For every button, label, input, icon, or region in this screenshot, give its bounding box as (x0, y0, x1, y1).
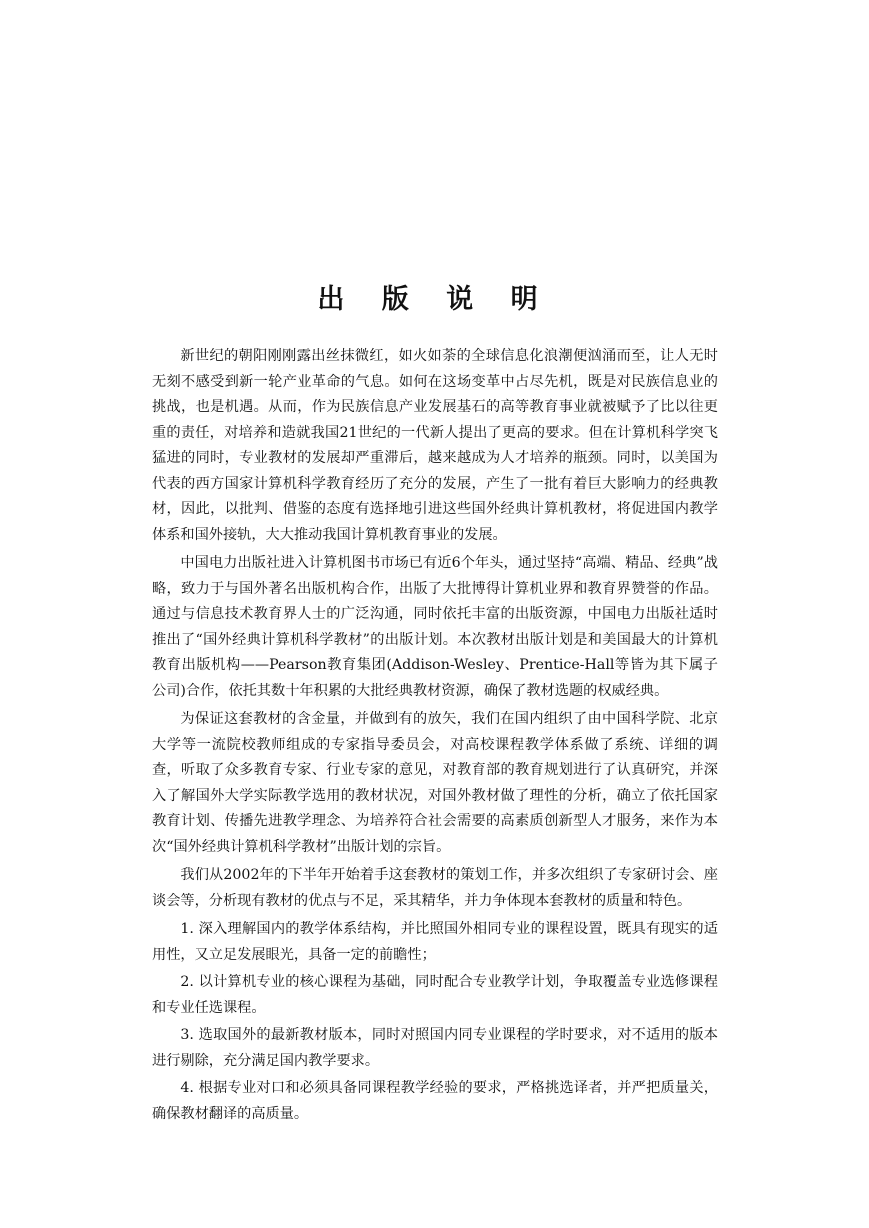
paragraph: 新世纪的朝阳刚刚露出丝抹微红，如火如荼的全球信息化浪潮便汹涌而至，让人无时无刻不感受到新一轮产业革命的气息。如何在这场变革中占尽先机，既是对民族信息业的挑战，也是机遇。从而，作为民族信息产业发展基石的高等教育事业就被赋予了比以往更重的责任，对培养和造就我国21世纪的一代新人提出了更高的要求。但在计算机科学突飞猛进的同时，专业教材的发展却严重滞后，越来越成为人才培养的瓶颈。同时，以美国为代表的西方国家计算机科学教育经历了充分的发展，产生了一批有着巨大影响力的经典教材，因此，以批判、借鉴的态度有选择地引进这些国外经典计算机教材，将促进国内教学体系和国外接轨，大大推动我国计算机教育事业的发展。 (152, 348, 718, 543)
paragraph: 为保证这套教材的含金量，并做到有的放矢，我们在国内组织了由中国科学院、北京大学等一流院校教师组成的专家指导委员会，对高校课程教学体系做了系统、详细的调查，听取了众多教育专家、行业专家的意见，对教育部的教育规划进行了认真研究，并深入了解国外大学实际教学选用的教材状况，对国外教材做了理性的分析，确立了依托国家教育计划、传播先进教学理念、为培养符合社会需要的高素质创新型人才服务，来作为本次“国外经典计算机科学教材”出版计划的宗旨。 (152, 711, 718, 855)
list-item: 4. 根据专业对口和必须具备同课程教学经验的要求，严格挑选译者，并严把质量关，确保教材翻译的高质量。 (152, 1080, 718, 1122)
list-item: 1. 深入理解国内的教学体系结构，并比照国外相同专业的课程设置，既具有现实的适用性，又立足发展眼光，具备一定的前瞻性； (152, 921, 718, 963)
list-item: 2. 以计算机专业的核心课程为基础，同时配合专业教学计划，争取覆盖专业选修课程和专业任选课程。 (152, 974, 718, 1016)
document-body (152, 344, 718, 1129)
list-item: 3. 选取国外的最新教材版本，同时对照国内同专业课程的学时要求，对不适用的版本进行剔除，充分满足国内教学要求。 (152, 1027, 718, 1069)
paragraph: 中国电力出版社进入计算机图书市场已有近6个年头，通过坚持“高端、精品、经典”战略，致力于与国外著名出版机构合作，出版了大批博得计算机业界和教育界赞誉的作品。通过与信息技术教育界人士的广泛沟通，同时依托丰富的出版资源，中国电力出版社适时推出了“国外经典计算机科学教材”的出版计划。本次教材出版计划是和美国最大的计算机教育出版机构——Pearson教育集团(Addison-Wesley、Prentice-Hall等皆为其下属子公司)合作，依托其数十年积累的大批经典教材资源，确保了教材选题的权威经典。 (152, 555, 718, 699)
paragraph: 我们从2002年的下半年开始着手这套教材的策划工作，并多次组织了专家研讨会、座谈会等，分析现有教材的优点与不足，采其精华，并力争体现本套教材的质量和特色。 (152, 867, 718, 909)
page-title: 出 版 说 明 (317, 284, 552, 315)
